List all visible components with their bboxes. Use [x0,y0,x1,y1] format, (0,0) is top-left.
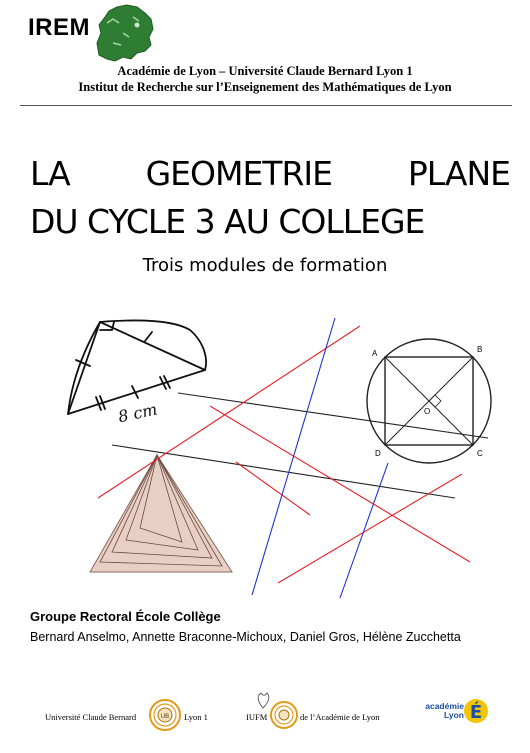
title-line-1 [30,155,510,193]
iufm-medallion-icon [269,700,299,730]
svg-text:UB: UB [160,714,170,720]
hand-sketch [68,320,206,414]
nested-triangles [90,455,232,572]
header-line-2: Institut de Recherche sur l’Enseignement des Mathématiques de Lyon [78,80,452,94]
label-c: C [477,449,483,458]
iufm-text-right: de l’Académie de Lyon [300,712,380,722]
ucb-text-left: Université Claude Bernard [45,712,137,722]
title-line-2: DU CYCLE 3 AU COLLEGE [30,202,425,241]
ucb-medallion-icon [148,698,182,732]
ucb-text-right: Lyon 1 [184,712,208,722]
label-d: D [375,449,381,458]
label-b: B [477,345,483,354]
red-line-4 [278,474,462,583]
irem-logo-text: IREM [28,14,90,41]
blue-line-1 [252,318,335,595]
header-divider [20,105,512,106]
svg-text:É: É [469,702,483,723]
blue-line-2 [340,463,388,598]
square-circle-figure [367,339,491,463]
label-o: O [424,407,431,416]
lion-logo-icon [93,3,159,63]
title-word-2: GEOMETRIE [145,154,332,193]
academie-line-2: Lyon [444,710,464,720]
label-a: A [372,349,378,358]
academie-line-1: académie [425,701,464,711]
header-line-1: Académie de Lyon – Université Claude Bernard Lyon 1 [117,64,413,78]
title-word-3: PLANE [407,154,510,193]
sketch-label: 8 cm [116,399,159,427]
iufm-text: IUFM [246,712,268,722]
authors-list: Bernard Anselmo, Annette Braconne-Michoux, Daniel Gros, Hélène Zucchetta [30,630,461,644]
title-word-1: LA [30,154,70,193]
academie-e-logo-icon [462,694,490,726]
geometry-illustration [0,290,530,605]
group-title: Groupe Rectoral École Collège [30,609,221,624]
subtitle: Trois modules de formation [142,255,388,276]
academie-lyon-text [424,702,464,720]
